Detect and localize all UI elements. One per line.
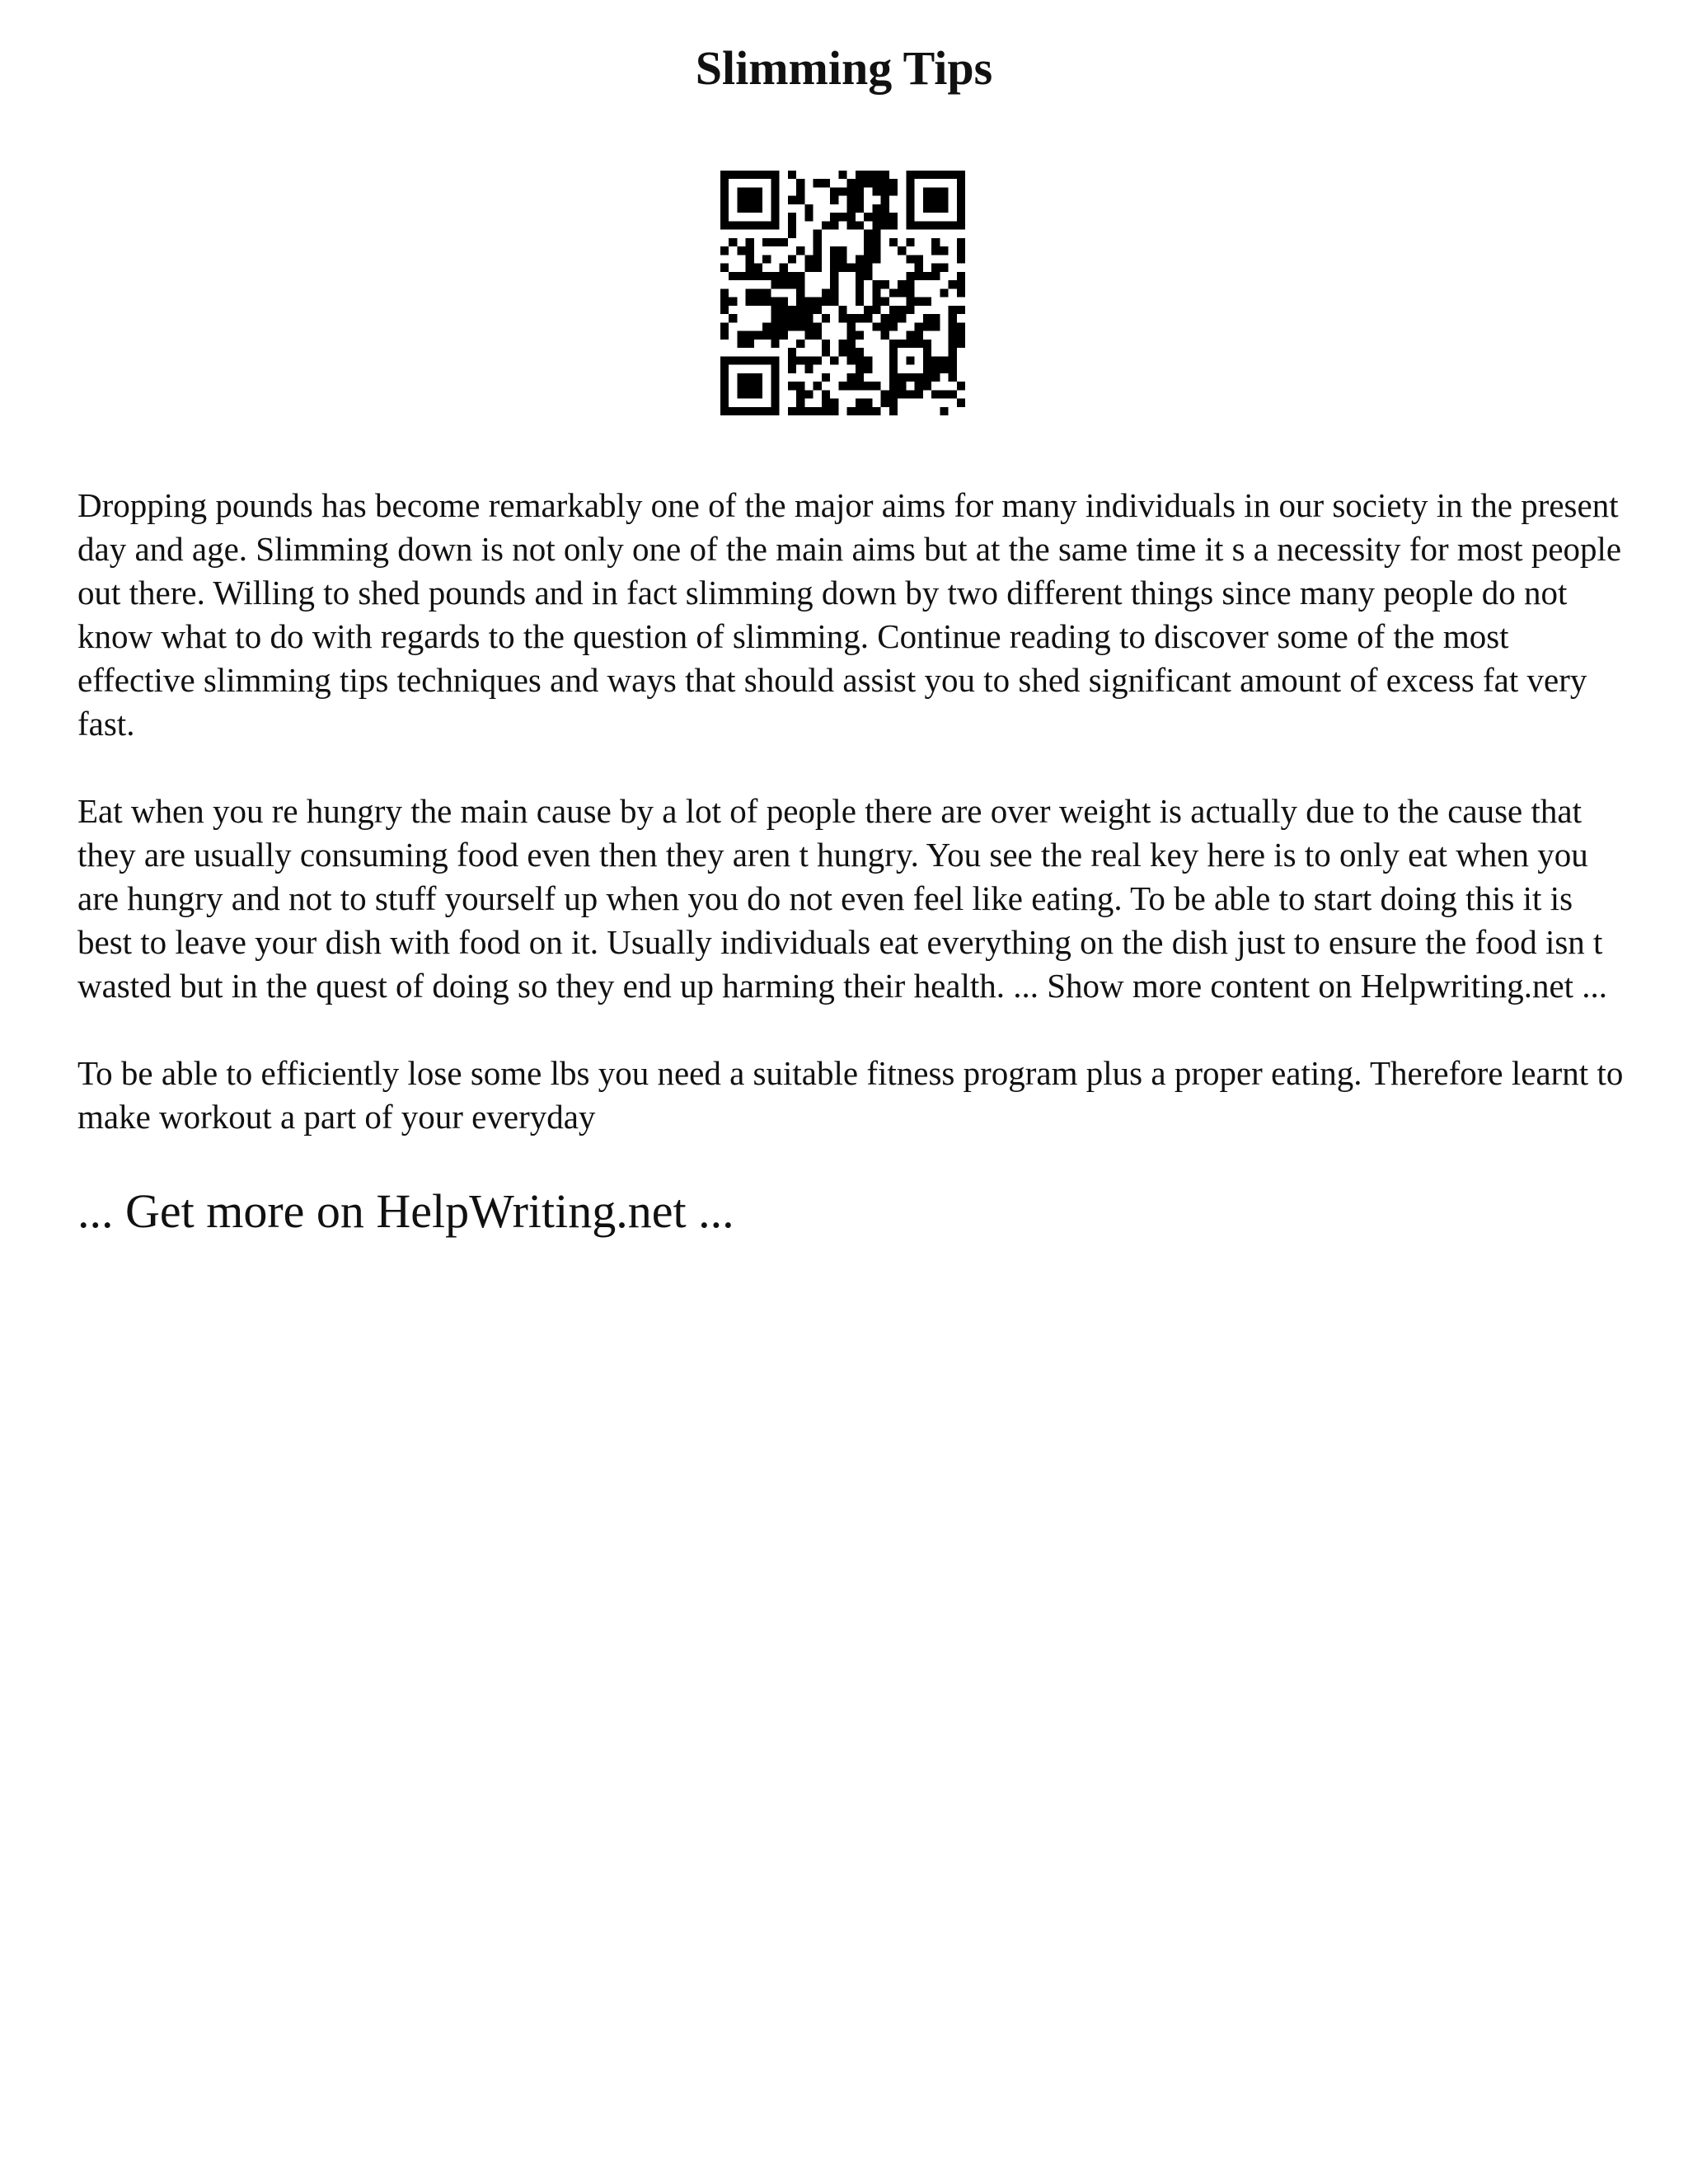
get-more-link[interactable]: ... Get more on HelpWriting.net ... [77, 1184, 734, 1238]
page-title: Slimming Tips [695, 41, 993, 95]
body-paragraph: To be able to efficiently lose some lbs you need a suitable fitness program plus a proper eating. Therefore learnt to make workout a part of your everyday [77, 1054, 1624, 1136]
body-paragraph: Dropping pounds has become remarkably one of the major aims for many individuals in our society in the present day and age. Slimming down is not only one of the main aims but at the same time it s a necessity for most people out there. Willing to shed pounds and in fact slimming down by two different things since many people do not know what to do with regards to the question of slimming. Continue reading to discover some of the most effective slimming tips techniques and ways that should assist you to shed significant amount of excess fat very fast. [77, 486, 1622, 743]
qr-code-icon [720, 171, 965, 415]
body-paragraph: Eat when you re hungry the main cause by a lot of people there are over weight is actually due to the cause that they are usually consuming food even then they aren t hungry. You see the real key here is to only eat when you are hungry and not to stuff yourself up when you do not even feel like eating. To be able to start doing this it is best to leave your dish with food on it. Usually individuals eat everything on the dish just to ensure the food isn t wasted but in the quest of doing so they end up harming their health. ... Show more content on Helpwriting.net ... [77, 792, 1608, 1005]
